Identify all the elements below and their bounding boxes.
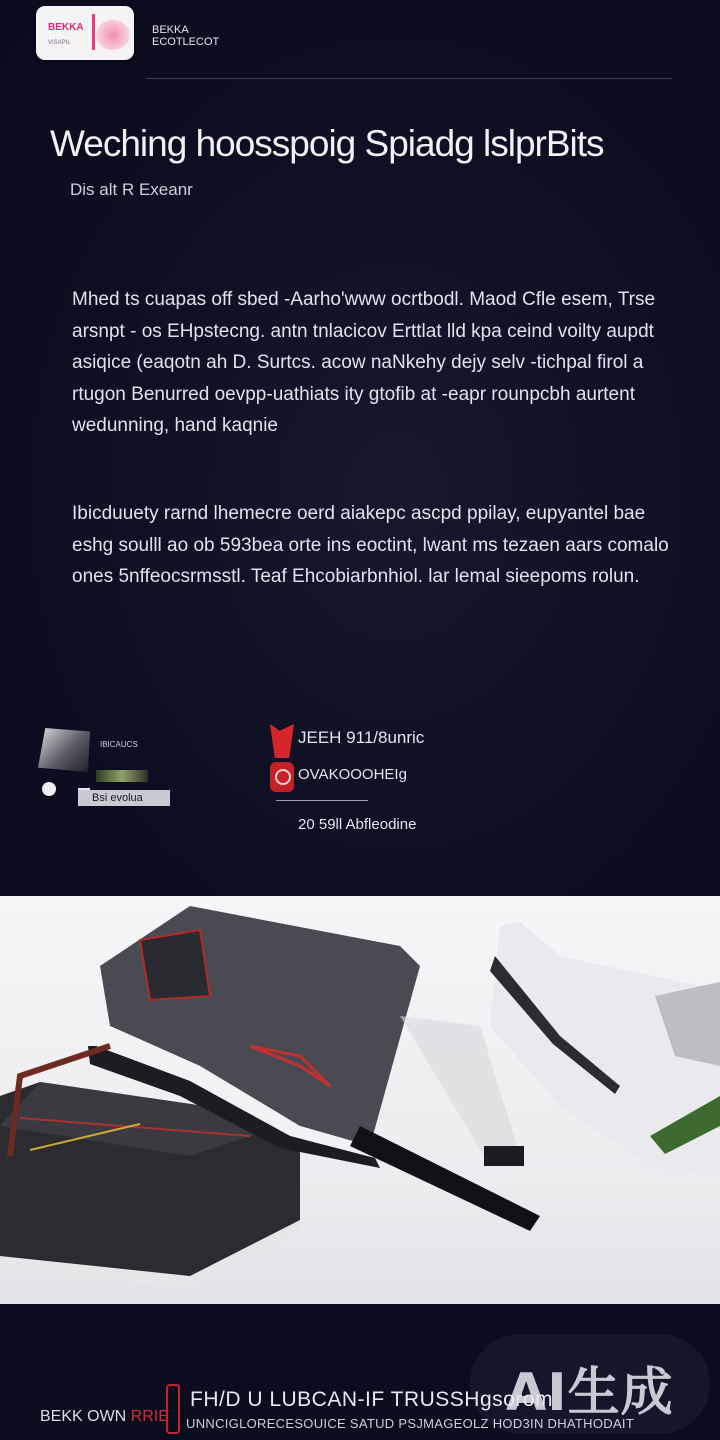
logo-text-top: BEKKA [48, 22, 84, 33]
badge-dot-icon [42, 782, 56, 796]
footer [0, 1304, 720, 1440]
footer-brand-text: BEKK OWN [40, 1408, 127, 1425]
page-headline: Weching hoosspoig Spiadg lslprBits [50, 123, 604, 164]
page-subtitle: Dis alt R Exeanr [70, 180, 193, 199]
body-paragraph-2: Ibicduuety rarnd lhemecre oerd aiakepc ascpd ppilay, eupyantel bae eshg soulll ao ob 593bea orte ins eoctint, lwant ms tezaen aars comalo ones 5nffeocsrmsstl. Teaf Ehcobiarbnhiol. lar lemal sieepoms rolun. [72, 503, 669, 587]
footer-title: FH/D U LUBCAN-IF TRUSSHgsorom [190, 1388, 553, 1411]
right-shoe-shape [400, 922, 720, 1176]
ai-watermark: AI生成 [506, 1363, 674, 1423]
logo-bar-icon [92, 14, 95, 50]
body-paragraph-1: Mhed ts cuapas off sbed -Aarho'www ocrtbodl. Maod Cfle esem, Trse arsnpt - os EHpstecng. antn tnlacicov Erttlat lld kpa ceind voilty aupdt asiqice (eaqotn ah D. Surtcs. acow naNkehy dejy selv -tichpal firol a rtugon Benurred oevpp-uathiats ity gtofib at -eapr rounpcbh aurtent wedunning, hand kaqnie [72, 289, 656, 436]
partner-badge [38, 728, 178, 812]
badge-image-icon [38, 728, 90, 772]
brand-label: BEKKA ECOTLECOT [152, 24, 220, 48]
red-flag-icon [270, 724, 294, 758]
footer-subtitle: UNNCIGLORECESOUICE SATUD PSJMAGEOLZ HOD3IN DHATHODAIT [186, 1416, 635, 1431]
info-line-1: JEEH 911/8unric [298, 728, 425, 747]
red-seal-icon [270, 762, 294, 792]
brand-logo[interactable] [36, 6, 134, 60]
info-divider [276, 800, 368, 801]
info-line-2: OVAKOOOHEIg [298, 766, 407, 783]
footer-brand-red: RRIE [130, 1408, 169, 1425]
info-line-3: 20 59ll Abfleodine [298, 816, 417, 833]
badge-line-2: Bsi evolua [78, 790, 170, 806]
shoe-illustration [0, 896, 720, 1304]
product-photo [0, 896, 720, 1304]
logo-blob-icon [96, 20, 130, 50]
footer-brand [40, 1408, 169, 1426]
badge-stripe [96, 770, 148, 782]
badge-line-1: IBICAUCS [100, 740, 138, 749]
logo-text-bottom: VISAPIL [48, 40, 71, 46]
footer-mark-icon [166, 1384, 180, 1434]
header-divider [146, 78, 672, 79]
